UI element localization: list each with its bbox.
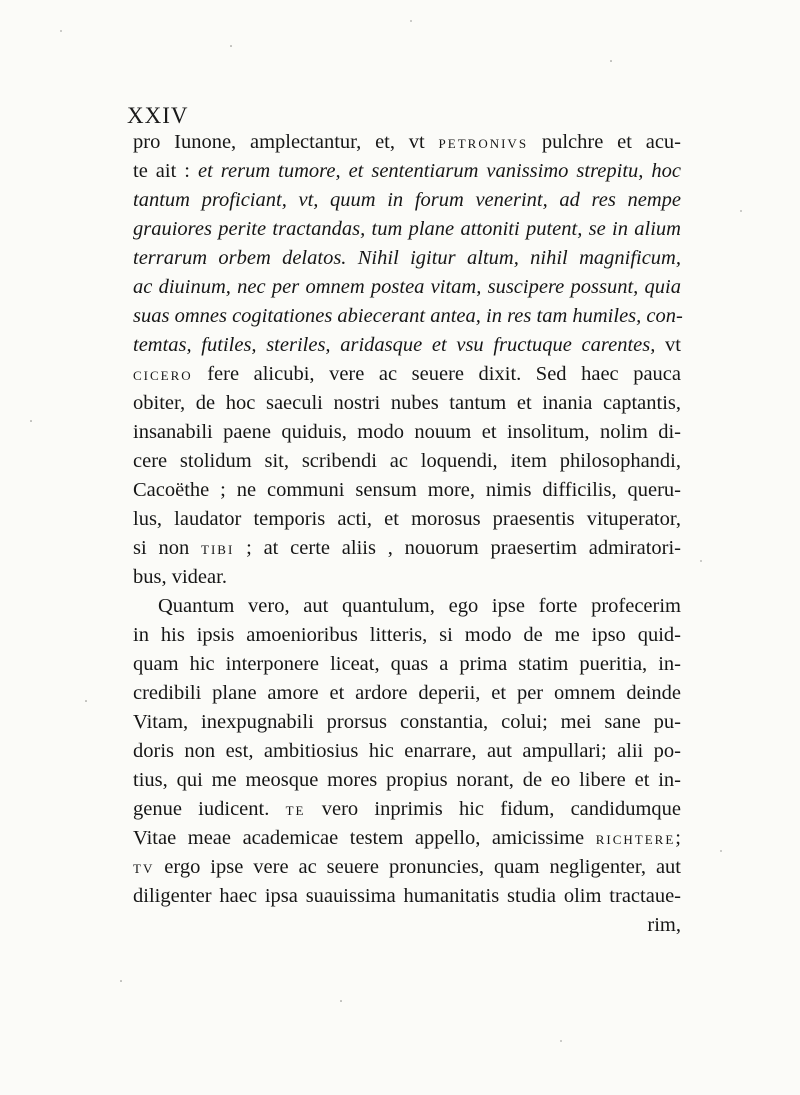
paper-speck: [610, 60, 612, 62]
text-run: lus, laudator temporis acti, et morosus praesentis vituperator,: [133, 508, 681, 530]
text-run: pulchre et acu-: [528, 131, 681, 153]
text-line: [133, 563, 681, 592]
text-run: vt: [655, 334, 681, 356]
paper-speck: [30, 420, 32, 422]
text-line: [133, 128, 681, 157]
paper-speck: [410, 20, 412, 22]
text-line: [133, 737, 681, 766]
text-run: tius, qui me meosque mores propius norant, de eo libere et in-: [133, 769, 681, 791]
italic-text: suas omnes cogitationes abiecerant antea, in res tam humiles, con-: [133, 305, 683, 327]
paper-speck: [340, 1000, 342, 1002]
text-line: [133, 273, 681, 302]
paper-speck: [85, 700, 87, 702]
paper-speck: [720, 850, 722, 852]
text-line: [133, 476, 681, 505]
text-run: ergo ipse vere ac seuere pronuncies, quam negligenter, aut: [154, 856, 681, 878]
text-line: [133, 302, 681, 331]
text-line: [133, 882, 681, 911]
text-line: [133, 244, 681, 273]
text-run: Quantum vero, aut quantulum, ego ipse forte profecerim: [158, 595, 681, 617]
text-run: te ait :: [133, 160, 198, 182]
paper-speck: [700, 560, 702, 562]
italic-text: tantum proficiant, vt, quum in forum venerint, ad res nempe: [133, 189, 681, 211]
italic-text: terrarum orbem delatos. Nihil igitur altum, nihil magnificum,: [133, 247, 681, 269]
small-caps-name: tv: [133, 857, 155, 877]
text-run: genue iudicent.: [133, 798, 286, 820]
text-line: [133, 331, 681, 360]
text-line: [133, 708, 681, 737]
small-caps-name: petronivs: [438, 132, 529, 152]
text-line: [133, 186, 681, 215]
text-run: ;: [675, 827, 681, 849]
paper-speck: [60, 30, 62, 32]
small-caps-name: tibi: [201, 538, 235, 558]
small-caps-name: richtere: [595, 828, 676, 848]
text-run: si non: [133, 537, 202, 559]
text-line: [133, 447, 681, 476]
text-run: rim,: [647, 914, 681, 936]
text-run: diligenter haec ipsa suauissima humanitatis studia olim tractaue-: [133, 885, 681, 907]
paper-speck: [560, 1040, 562, 1042]
text-run: Cacoëthe ; ne communi sensum more, nimis difficilis, queru-: [133, 479, 681, 501]
text-line: [133, 389, 681, 418]
italic-text: temtas, futiles, steriles, aridasque et vsu fructuque carentes,: [133, 334, 656, 356]
text-body: [133, 128, 681, 940]
text-run: Vitae meae academicae testem appello, amicissime: [133, 827, 596, 849]
text-line: [133, 853, 681, 882]
text-line: [133, 795, 681, 824]
text-run: fere alicubi, vere ac seuere dixit. Sed haec pauca: [192, 363, 681, 385]
text-line: [133, 360, 681, 389]
text-run: pro Iunone, amplectantur, et, vt: [133, 131, 439, 153]
page-number: XXIV: [127, 103, 189, 128]
text-run: doris non est, ambitiosius hic enarrare, aut ampullari; alii po-: [133, 740, 681, 762]
paper-speck: [230, 45, 232, 47]
text-run: quam hic interponere liceat, quas a prima statim pueritia, in-: [133, 653, 681, 675]
text-run: ; at certe aliis , nouorum praesertim admiratori-: [234, 537, 681, 559]
text-run: obiter, de hoc saeculi nostri nubes tantum et inania captantis,: [133, 392, 681, 414]
text-line: [133, 418, 681, 447]
text-line: [133, 679, 681, 708]
text-run: Vitam, inexpugnabili prorsus constantia, colui; mei sane pu-: [133, 711, 681, 733]
text-line: [133, 650, 681, 679]
text-line: [133, 505, 681, 534]
text-run: cere stolidum sit, scribendi ac loquendi, item philosophandi,: [133, 450, 681, 472]
paper-speck: [740, 210, 742, 212]
italic-text: grauiores perite tractandas, tum plane attoniti putent, se in alium: [133, 218, 681, 240]
text-run: credibili plane amore et ardore deperii, et per omnem deinde: [133, 682, 681, 704]
text-line: [133, 157, 681, 186]
text-line: [133, 911, 681, 940]
paper-speck: [120, 980, 122, 982]
text-line: [133, 766, 681, 795]
text-line: [133, 824, 681, 853]
small-caps-name: te: [285, 799, 306, 819]
italic-text: et rerum tumore, et sententiarum vanissimo strepitu, hoc: [197, 160, 682, 182]
text-run: vero inprimis hic fidum, candidumque: [305, 798, 682, 820]
text-line: [133, 621, 681, 650]
text-run: insanabili paene quiduis, modo nouum et insolitum, nolim di-: [133, 421, 681, 443]
text-run: bus, videar.: [133, 566, 227, 588]
italic-text: ac diuinum, nec per omnem postea vitam, suscipere possunt, quia: [133, 276, 681, 298]
small-caps-name: cicero: [133, 364, 193, 384]
text-line: [133, 592, 681, 621]
text-run: in his ipsis amoenioribus litteris, si modo de me ipso quid-: [133, 624, 681, 646]
text-line: [133, 534, 681, 563]
text-line: [133, 215, 681, 244]
